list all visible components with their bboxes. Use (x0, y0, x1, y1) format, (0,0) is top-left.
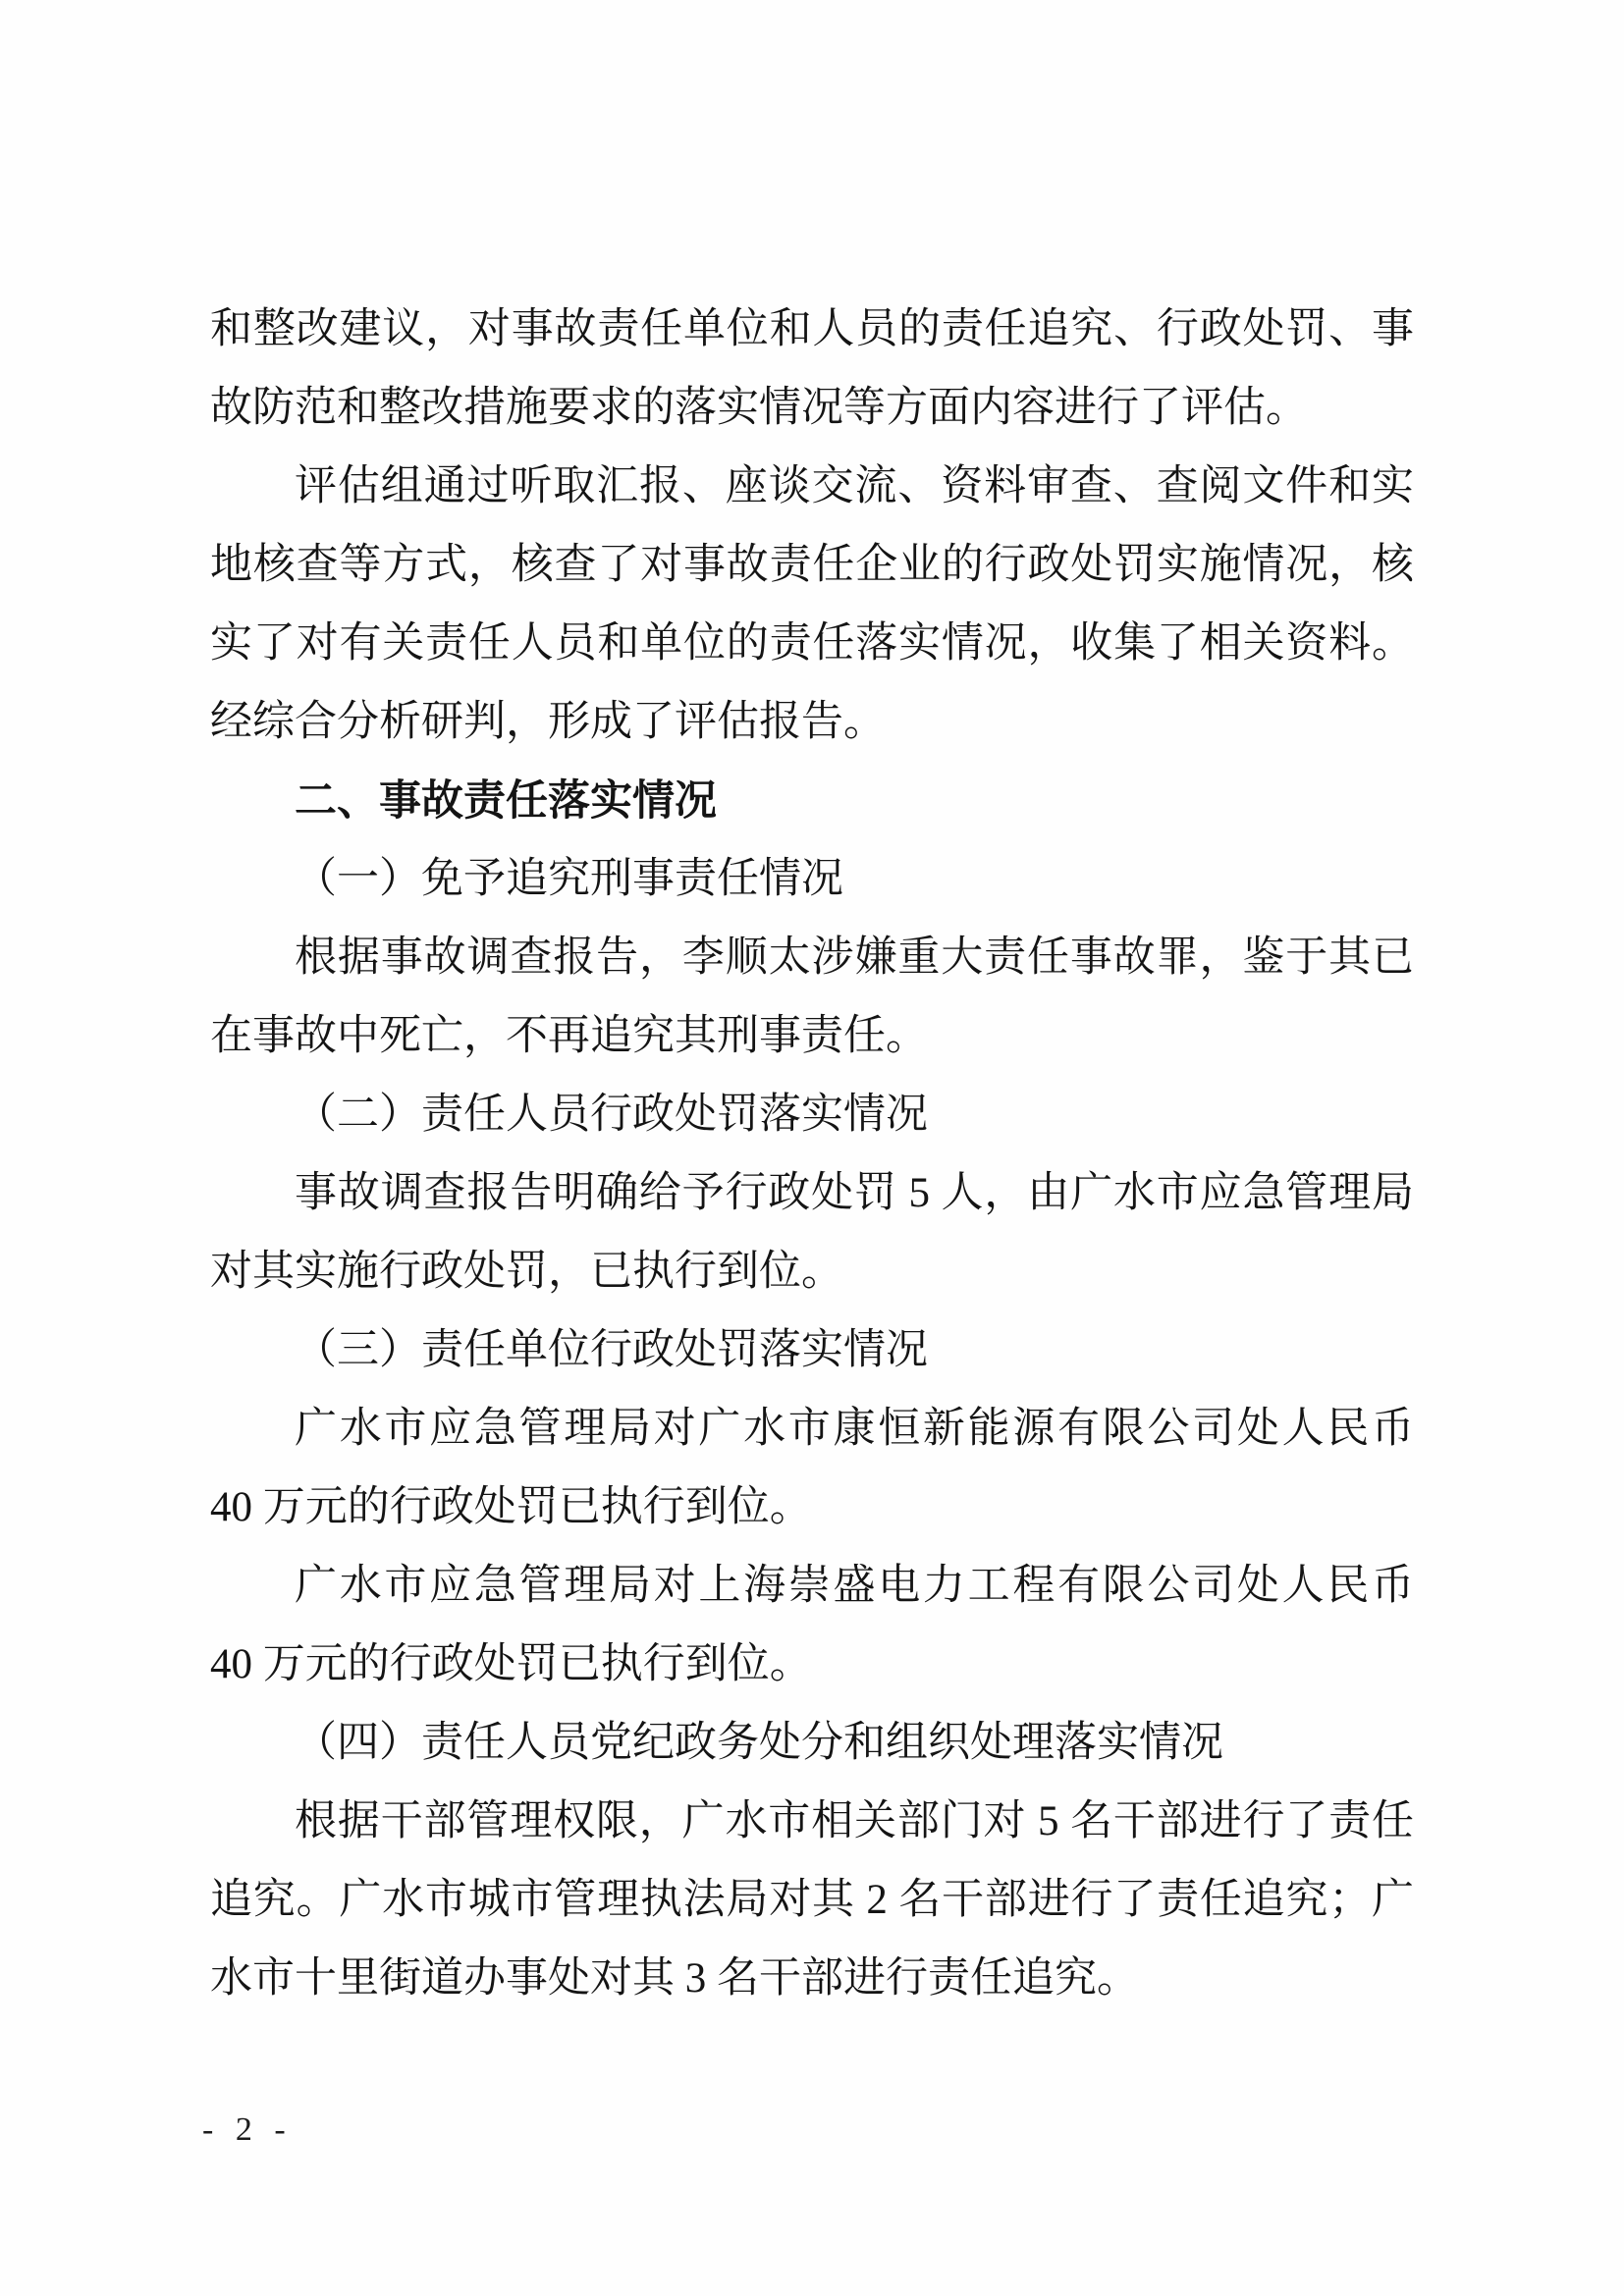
text-line: 地核查等方式，核查了对事故责任企业的行政处罚实施情况，核 (210, 542, 1414, 588)
text-line: 对其实施行政处罚，已执行到位。 (210, 1249, 843, 1295)
text-line: （二）责任人员行政处罚落实情况 (295, 1092, 928, 1138)
document-body (210, 291, 1414, 2018)
paragraph (210, 1154, 1414, 1311)
text-line: 40 万元的行政处罚已执行到位。 (210, 1484, 812, 1530)
text-line: （一）免予追究刑事责任情况 (295, 856, 843, 902)
text-line: 广水市应急管理局对广水市康恒新能源有限公司处人民币 (295, 1406, 1414, 1452)
text-line: 追究。广水市城市管理执法局对其 2 名干部进行了责任追究；广 (210, 1877, 1414, 1923)
text-line: （三）责任单位行政处罚落实情况 (295, 1327, 928, 1373)
paragraph (210, 919, 1414, 1076)
paragraph (210, 1783, 1414, 2018)
text-line: （四）责任人员党纪政务处分和组织处理落实情况 (295, 1720, 1223, 1766)
paragraph (210, 448, 1414, 762)
text-line: 在事故中死亡，不再追究其刑事责任。 (210, 1013, 928, 1059)
paragraph (210, 291, 1414, 448)
text-line: 根据干部管理权限，广水市相关部门对 5 名干部进行了责任 (295, 1798, 1414, 1844)
subsection-heading (210, 840, 1414, 919)
section-heading (210, 762, 1414, 840)
text-line: 评估组通过听取汇报、座谈交流、资料审查、查阅文件和实 (295, 463, 1414, 509)
paragraph (210, 1547, 1414, 1704)
subsection-heading (210, 1704, 1414, 1783)
text-line: 实了对有关责任人员和单位的责任落实情况，收集了相关资料。 (210, 620, 1414, 667)
paragraph (210, 1390, 1414, 1547)
subsection-heading (210, 1076, 1414, 1154)
text-line: 故防范和整改措施要求的落实情况等方面内容进行了评估。 (210, 385, 1308, 431)
text-line: 水市十里街道办事处对其 3 名干部进行责任追究。 (210, 1955, 1139, 2002)
subsection-heading (210, 1311, 1414, 1390)
text-line: 广水市应急管理局对上海崇盛电力工程有限公司处人民币 (295, 1563, 1414, 1609)
page-number: - 2 - (202, 2111, 293, 2148)
text-line: 和整改建议，对事故责任单位和人员的责任追究、行政处罚、事 (210, 306, 1414, 352)
text-line: 事故调查报告明确给予行政处罚 5 人，由广水市应急管理局 (295, 1170, 1414, 1216)
text-line: 二、事故责任落实情况 (295, 777, 717, 825)
text-line: 40 万元的行政处罚已执行到位。 (210, 1641, 812, 1687)
text-line: 经综合分析研判，形成了评估报告。 (210, 699, 886, 745)
text-line: 根据事故调查报告，李顺太涉嫌重大责任事故罪，鉴于其已 (295, 934, 1414, 981)
